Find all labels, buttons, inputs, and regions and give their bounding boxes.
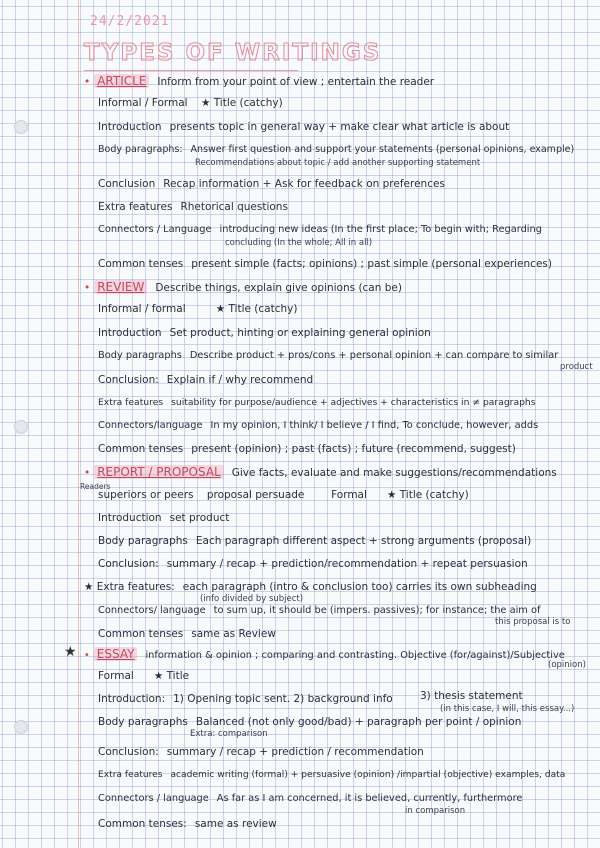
report-connectors-text: to sum up, it should be (impers. passives); for instance; the aim of	[213, 605, 541, 616]
essay-conclusion-label: Conclusion:	[98, 746, 159, 758]
article-register-line	[98, 97, 338, 109]
report-intro-text: set product	[169, 512, 230, 524]
article-body-text: Answer first question and support your statements (personal opinions, example)	[190, 144, 575, 155]
report-title-note: ★ Title (catchy)	[386, 489, 469, 501]
punch-hole	[14, 720, 28, 734]
date: 24/2/2021	[90, 14, 170, 29]
review-body-label: Body paragraphs	[98, 350, 182, 361]
article-extra-label: Extra features	[98, 201, 173, 213]
article-heading-line	[84, 74, 434, 88]
review-intro-label: Introduction	[98, 327, 162, 339]
report-extra-text2: (info divided by subject)	[200, 594, 304, 604]
article-conclusion-text: Recap information + Ask for feedback on preferences	[163, 178, 445, 190]
report-connectors-label: Connectors/ language	[98, 605, 206, 616]
essay-title-note: ★ Title	[153, 670, 190, 682]
article-connectors-text2: concluding (In the whole; All in all)	[225, 238, 373, 248]
report-connectors	[98, 605, 540, 616]
review-register-line	[98, 303, 297, 315]
bullet-icon: •	[84, 467, 91, 479]
essay-register-line	[98, 670, 189, 682]
report-conclusion	[98, 558, 528, 570]
review-body-text2: product	[560, 362, 593, 372]
article-body	[98, 144, 574, 155]
review-connectors	[98, 420, 538, 431]
essay-connectors-label: Connectors / language	[98, 793, 209, 804]
article-intro-label: Introduction	[98, 121, 162, 133]
article-desc: Inform from your point of view ; entertain the reader	[157, 76, 435, 88]
essay-connectors-text2: in comparison	[405, 806, 466, 816]
article-connectors-text: introducing new ideas (In the first place; To begin with; Regarding	[219, 224, 542, 235]
article-title-note: ★ Title (catchy)	[200, 97, 283, 109]
review-title-note: ★ Title (catchy)	[215, 303, 298, 315]
article-body-label: Body paragraphs:	[98, 144, 183, 155]
essay-body-text: Balanced (not only good/bad) + paragraph per point / opinion	[195, 716, 522, 728]
essay-intro-text: 1) Opening topic sent. 2) background info	[173, 693, 393, 705]
report-side-note: Readers	[80, 482, 111, 491]
article-tenses-label: Common tenses	[98, 258, 184, 270]
review-register: Informal / formal	[98, 303, 186, 315]
report-intro	[98, 512, 229, 524]
report-register: Formal	[331, 489, 367, 501]
article-conclusion-label: Conclusion	[98, 178, 156, 190]
bullet-icon: •	[84, 282, 91, 294]
essay-register: Formal	[98, 670, 134, 682]
report-desc: Give facts, evaluate and make suggestions/recommendations	[231, 467, 557, 479]
review-desc: Describe things, explain give opinions (can be)	[155, 282, 402, 294]
article-body-text2: Recommendations about topic / add another supporting statement	[195, 158, 481, 168]
report-tenses-label: Common tenses	[98, 628, 184, 640]
report-extra-label: ★ Extra features:	[84, 581, 175, 593]
report-audience-line	[98, 489, 469, 501]
review-conclusion-label: Conclusion:	[98, 374, 159, 386]
article-extra-text: Rhetorical questions	[180, 201, 288, 213]
essay-desc2: (opinion)	[548, 660, 586, 670]
report-intro-label: Introduction	[98, 512, 162, 524]
punch-hole	[14, 420, 28, 434]
essay-body	[98, 716, 521, 728]
review-connectors-text: In my opinion, I think/ I believe / I find, To conclude, however, adds	[210, 420, 539, 431]
review-conclusion-text: Explain if / why recommend	[166, 374, 314, 386]
report-body	[98, 535, 531, 547]
essay-intro-text4: (in this case, I will, this essay...)	[440, 704, 575, 714]
review-body-text: Describe product + pros/cons + personal opinion + can compare to similar	[189, 350, 559, 361]
review-heading-line	[84, 280, 402, 294]
review-heading: REVIEW	[94, 280, 147, 294]
page-title: TYPES OF WRITINGS	[84, 40, 382, 66]
article-register: Informal / Formal	[98, 97, 188, 109]
essay-extra-label: Extra features	[98, 770, 163, 780]
report-connectors-text2: this proposal is to	[495, 617, 571, 627]
report-tenses	[98, 628, 276, 640]
essay-intro	[98, 693, 393, 705]
report-tenses-text: same as Review	[191, 628, 276, 640]
article-heading: ARTICLE	[94, 74, 149, 88]
review-tenses-text: present (opinion) ; past (facts) ; future (recommend, suggest)	[191, 443, 516, 455]
article-intro	[98, 121, 509, 133]
essay-connectors	[98, 793, 522, 804]
article-tenses-text: present simple (facts; opinions) ; past simple (personal experiences)	[191, 258, 552, 270]
essay-conclusion-text: summary / recap + prediction / recommendation	[166, 746, 424, 758]
report-conclusion-label: Conclusion:	[98, 558, 159, 570]
essay-tenses-text: same as review	[194, 818, 277, 830]
essay-extra	[98, 770, 565, 780]
bullet-icon: •	[84, 76, 91, 88]
review-tenses-label: Common tenses	[98, 443, 184, 455]
report-heading-line	[84, 465, 557, 479]
report-body-text: Each paragraph different aspect + strong arguments (proposal)	[195, 535, 532, 547]
review-body	[98, 350, 558, 361]
article-conclusion	[98, 178, 445, 190]
report-purpose: proposal persuade	[206, 489, 305, 501]
essay-body-text2: Extra: comparison	[190, 729, 268, 739]
punch-hole	[14, 120, 28, 134]
report-heading: REPORT / PROPOSAL	[94, 465, 224, 479]
essay-conclusion	[98, 746, 424, 758]
essay-extra-text: academic writing (formal) + persuasive (opinion) /impartial (objective) examples, data	[170, 770, 566, 780]
article-tenses	[98, 258, 552, 270]
report-extra-text: each paragraph (intro & conclusion too) carries its own subheading	[182, 581, 537, 593]
review-extra-label: Extra features	[98, 397, 164, 408]
essay-connectors-text: As far as I am concerned, it is believed, currently, furthermore	[216, 793, 523, 804]
report-audience: superiors or peers	[98, 489, 194, 501]
report-conclusion-text: summary / recap + prediction/recommendation + repeat persuasion	[166, 558, 528, 570]
essay-tenses-label: Common tenses:	[98, 818, 187, 830]
review-tenses	[98, 443, 516, 455]
review-connectors-label: Connectors/language	[98, 420, 203, 431]
essay-heading: ESSAY	[94, 647, 138, 661]
article-intro-text: presents topic in general way + make clear what article is about	[169, 121, 510, 133]
margin-line	[78, 0, 79, 848]
essay-body-label: Body paragraphs	[98, 716, 188, 728]
article-connectors	[98, 224, 542, 235]
bullet-icon: •	[84, 650, 90, 661]
report-body-label: Body paragraphs	[98, 535, 188, 547]
essay-heading-line	[84, 647, 565, 661]
article-extra	[98, 201, 288, 213]
review-extra-text: suitability for purpose/audience + adjectives + characteristics in ≠ paragraphs	[171, 397, 536, 408]
essay-intro-text3: 3) thesis statement	[420, 690, 523, 702]
review-intro-text: Set product, hinting or explaining general opinion	[169, 327, 431, 339]
title-underline	[84, 70, 298, 71]
review-intro	[98, 327, 431, 339]
essay-intro-label: Introduction:	[98, 693, 166, 705]
essay-tenses	[98, 818, 277, 830]
star-icon: ★	[64, 644, 77, 660]
article-connectors-label: Connectors / Language	[98, 224, 212, 235]
review-extra	[98, 397, 536, 408]
report-extra	[84, 581, 537, 593]
essay-desc: information & opinion ; comparing and contrasting. Objective (for/against)/Subjective	[145, 650, 565, 661]
review-conclusion	[98, 374, 313, 386]
